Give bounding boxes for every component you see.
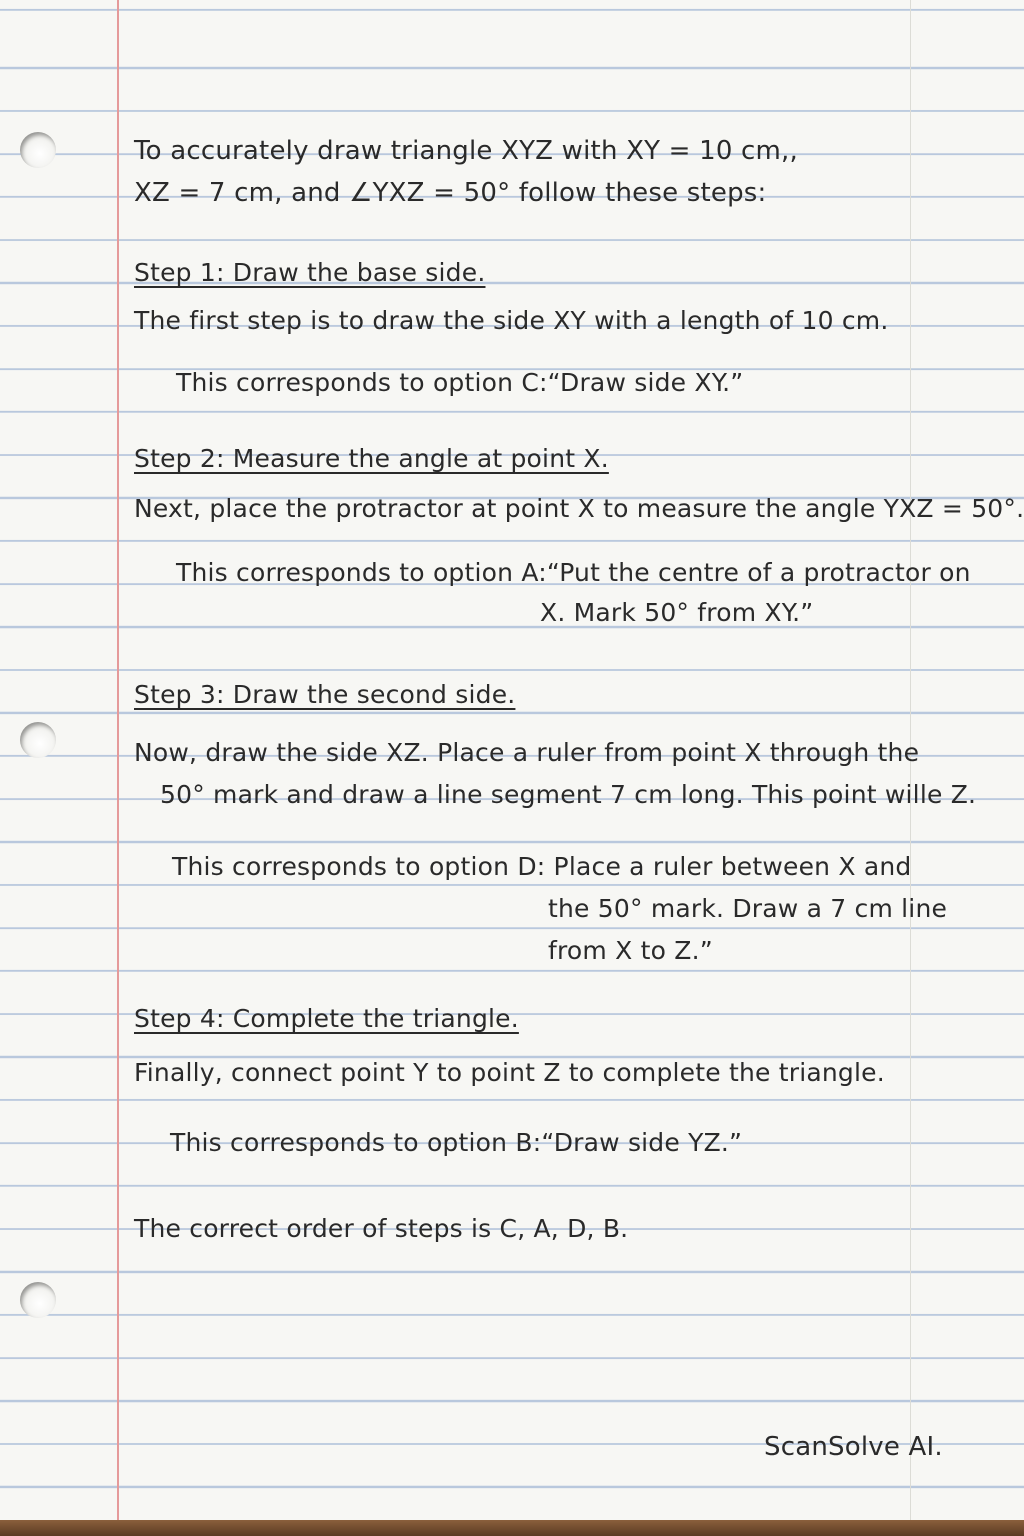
step-4-heading: Step 4: Complete the triangle. [134, 1004, 519, 1033]
step-4-option: This corresponds to option B:“Draw side YZ.” [170, 1128, 743, 1157]
step-3-option-line-2: the 50° mark. Draw a 7 cm line [548, 894, 948, 923]
step-1-option: This corresponds to option C:“Draw side XY.” [176, 368, 744, 397]
punch-hole-top [20, 132, 56, 168]
step-1-body-line: The first step is to draw the side XY with a length of 10 cm. [134, 306, 889, 335]
step-3-body-line-2: 50° mark and draw a line segment 7 cm long. This point wille Z. [160, 780, 977, 809]
step-1-heading: Step 1: Draw the base side. [134, 258, 486, 287]
step-2-option-line-2: X. Mark 50° from XY.” [540, 598, 814, 627]
signature-watermark: ScanSolve AI. [764, 1432, 943, 1462]
step-3-option-line-3: from X to Z.” [548, 936, 713, 965]
red-margin-line [117, 0, 119, 1520]
intro-line-1: To accurately draw triangle XYZ with XY = 10 cm,, [134, 136, 798, 166]
step-3-body-line-1: Now, draw the side XZ. Place a ruler from point X through the [134, 738, 920, 767]
step-2-heading: Step 2: Measure the angle at point X. [134, 444, 609, 473]
step-3-option-line-1: This corresponds to option D: Place a ruler between X and [172, 852, 912, 881]
step-4-body-line: Finally, connect point Y to point Z to complete the triangle. [134, 1058, 885, 1087]
step-3-heading: Step 3: Draw the second side. [134, 680, 516, 709]
table-surface [0, 1520, 1024, 1536]
step-2-option-line-1: This corresponds to option A:“Put the centre of a protractor on [176, 558, 971, 587]
punch-hole-bottom [20, 1282, 56, 1318]
intro-line-2: XZ = 7 cm, and ∠YXZ = 50° follow these steps: [134, 178, 767, 208]
conclusion-line: The correct order of steps is C, A, D, B. [134, 1214, 629, 1243]
punch-hole-middle [20, 722, 56, 758]
step-2-body-line: Next, place the protractor at point X to measure the angle YXZ = 50°. [134, 494, 1024, 523]
